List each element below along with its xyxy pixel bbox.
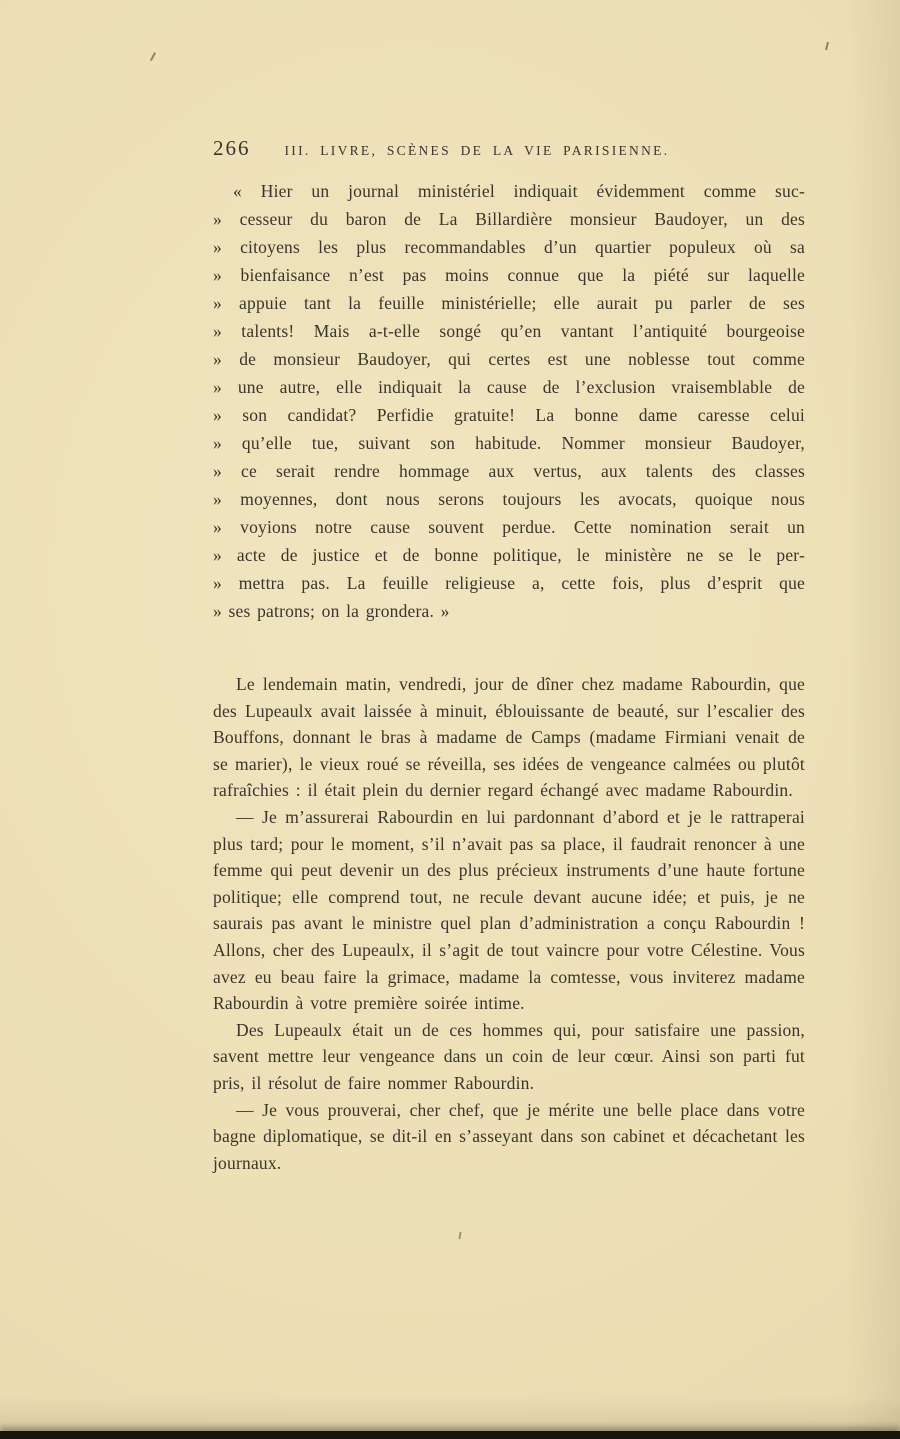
- quote-line: » moyennes, dont nous serons toujours les avocats, quoique nous: [213, 489, 805, 509]
- quote-line: » son candidat? Perfidie gratuite! La bonne dame caresse celui: [213, 405, 805, 425]
- quote-line: » voyions notre cause souvent perdue. Cette nomination serait un: [213, 517, 805, 537]
- scan-artifact: [150, 52, 156, 61]
- paragraph: Le lendemain matin, vendredi, jour de dîner chez madame Rabourdin, que des Lupeaulx avait laissée à minuit, éblouissante de beauté, sur l’escalier des Bouffons, donnant le bras à madame de Camps (madame Firmiani venait de se marier), le vieux roué se réveilla, ses idées de vengeance calmées ou plutôt rafraîchies : il était plein du dernier regard échangé avec madame Rabourdin.: [213, 674, 805, 801]
- quote-line: » qu’elle tue, suivant son habitude. Nommer monsieur Baudoyer,: [213, 433, 805, 453]
- quote-line: » cesseur du baron de La Billardière monsieur Baudoyer, un des: [213, 209, 805, 229]
- page-number: 266: [213, 136, 251, 160]
- quote-line: » bienfaisance n’est pas moins connue que la piété sur laquelle: [213, 265, 805, 285]
- quote-line: » mettra pas. La feuille religieuse a, cette fois, plus d’esprit que: [213, 573, 805, 593]
- quote-line: » talents! Mais a-t-elle songé qu’en vantant l’antiquité bourgeoise: [213, 321, 805, 341]
- quote-line: » ce serait rendre hommage aux vertus, aux talents des classes: [213, 461, 805, 481]
- quoted-article: [213, 177, 805, 625]
- quote-line: » ses patrons; on la grondera. »: [213, 601, 450, 621]
- quote-line: » de monsieur Baudoyer, qui certes est une noblesse tout comme: [213, 349, 805, 369]
- scan-artifact: [458, 1232, 461, 1239]
- quote-line: » une autre, elle indiquait la cause de l’exclusion vraisemblable de: [213, 377, 805, 397]
- scan-edge: [0, 1431, 900, 1439]
- running-title: III. LIVRE, SCÈNES DE LA VIE PARISIENNE.: [284, 143, 670, 158]
- paragraph: Des Lupeaulx était un de ces hommes qui, pour satisfaire une passion, savent mettre leur vengeance dans un coin de leur cœur. Ainsi son parti fut pris, il résolut de faire nommer Rabourdin.: [213, 1019, 805, 1093]
- scan-artifact: [825, 42, 828, 50]
- running-header: [213, 136, 805, 161]
- paragraph: — Je vous prouverai, cher chef, que je mérite une belle place dans votre bagne diplomatique, se dit-il en s’asseyant dans son cabinet et décachetant les journaux.: [213, 1099, 805, 1173]
- body-text: [213, 671, 805, 1176]
- quote-line: « Hier un journal ministériel indiquait évidemment comme suc-: [233, 181, 805, 201]
- quote-line: » citoyens les plus recommandables d’un quartier populeux où sa: [213, 237, 805, 257]
- quote-line: » appuie tant la feuille ministérielle; elle aurait pu parler de ses: [213, 293, 805, 313]
- paragraph: — Je m’assurerai Rabourdin en lui pardonnant d’abord et je le rattraperai plus tard; pour le moment, s’il n’avait pas sa place, il faudrait renoncer à une femme qui peut devenir un des plus précieux instruments d’une haute fortune politique; elle comprend tout, ne recule devant aucune idée; et puis, je ne saurais pas avant le ministre quel plan d’administration a conçu Rabourdin ! Allons, cher des Lupeaulx, il s’agit de tout vaincre pour votre Célestine. Vous avez eu beau faire la grimace, madame la comtesse, vous inviterez madame Rabourdin à votre première soirée intime.: [213, 806, 805, 1014]
- quote-line: » acte de justice et de bonne politique, le ministère ne se le per-: [213, 545, 805, 565]
